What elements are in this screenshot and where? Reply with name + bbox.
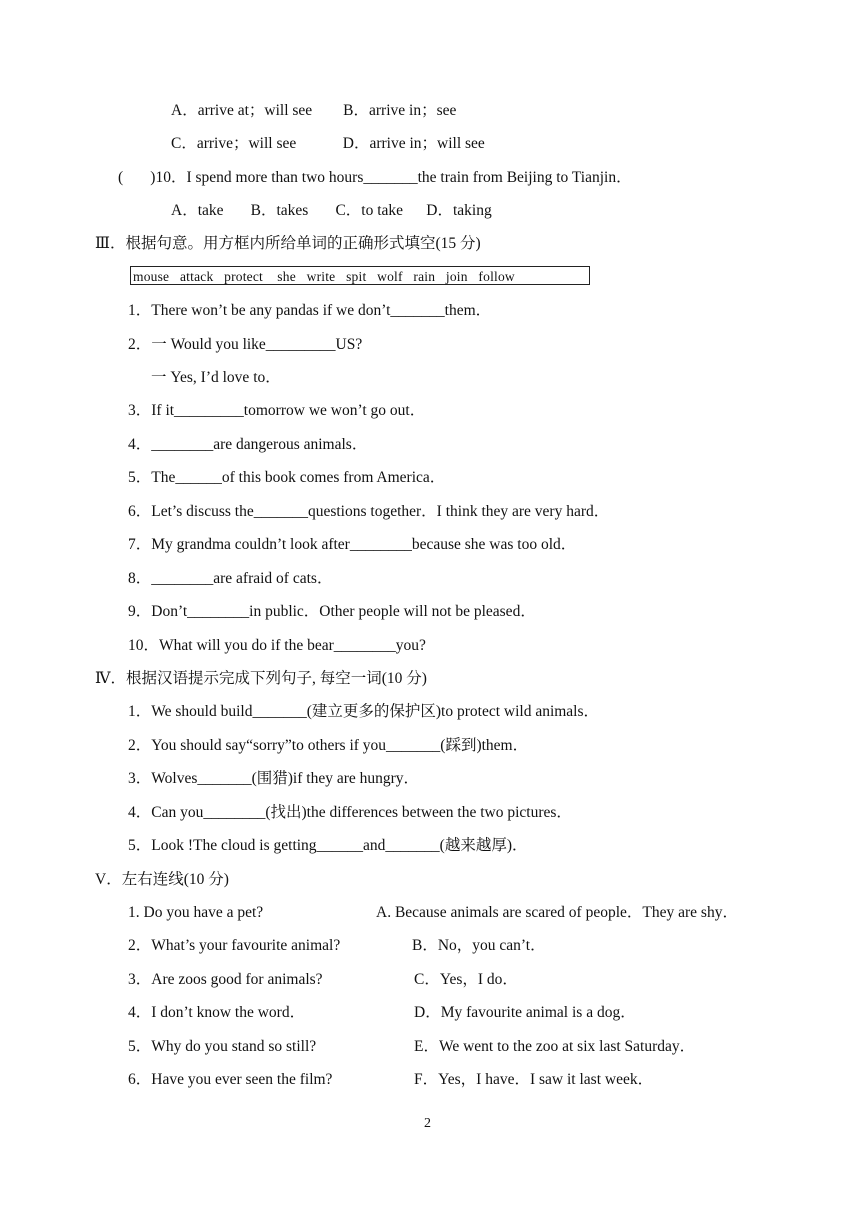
text-line: 8．________are afraid of cats．	[128, 570, 333, 587]
text-line: 3．If it_________tomorrow we won’t go out．	[128, 402, 426, 419]
text-line: 6．Let’s discuss the_______questions together．I think they are very hard．	[128, 503, 610, 520]
text-line: 4．I don’t know the word．	[128, 1004, 306, 1021]
text-line: 9．Don’t________in public．Other people will not be pleased．	[128, 603, 536, 620]
text-line: 一 Yes, I’d love to．	[151, 369, 281, 386]
text-line: Ⅲ．根据句意。用方框内所给单词的正确形式填空(15 分)	[95, 235, 481, 252]
text-line: 5．The______of this book comes from America．	[128, 469, 446, 486]
text-line: V．左右连线(10 分)	[95, 871, 229, 888]
text-line: 1．There won’t be any pandas if we don’t_______them．	[128, 302, 492, 319]
text-line: 5．Look !The cloud is getting______and_______(越来越厚)．	[128, 837, 528, 854]
text-line: 1．We should build_______(建立更多的保护区)to protect wild animals．	[128, 703, 600, 720]
text-line: 2．What’s your favourite animal?	[128, 937, 341, 954]
text-line: A. Because animals are scared of people．They are shy．	[376, 904, 738, 921]
text-line: 4．________are dangerous animals．	[128, 436, 368, 453]
text-line: E．We went to the zoo at six last Saturday．	[414, 1038, 696, 1055]
text-line: 2．You should say“sorry”to others if you_______(踩到)them．	[128, 737, 529, 754]
text-line: F．Yes，I have．I saw it last week．	[414, 1071, 654, 1088]
text-line: 10．What will you do if the bear________you?	[128, 637, 426, 654]
text-line: ( )10．I spend more than two hours_______the train from Beijing to Tianjin．	[118, 169, 632, 186]
text-line: D．My favourite animal is a dog．	[414, 1004, 636, 1021]
text-line: 2．一 Would you like_________US?	[128, 336, 363, 353]
text-line: 4．Can you________(找出)the differences between the two pictures．	[128, 804, 572, 821]
text-line: A．take B．takes C．to take D．taking	[171, 202, 492, 219]
text-line: 3．Wolves_______(围猎)if they are hungry．	[128, 770, 420, 787]
text-line: A．arrive at；will see B．arrive in；see	[171, 102, 457, 119]
text-line: 1. Do you have a pet?	[128, 904, 264, 921]
text-line: 7．My grandma couldn’t look after________because she was too old．	[128, 536, 577, 553]
word-bank-box: mouse attack protect she write spit wolf rain join follow	[130, 266, 590, 285]
page-number: 2	[424, 1116, 431, 1131]
text-line: 6．Have you ever seen the film?	[128, 1071, 333, 1088]
text-line: 5．Why do you stand so still?	[128, 1038, 317, 1055]
text-line: 3．Are zoos good for animals?	[128, 971, 323, 988]
text-line: C．Yes，I do．	[414, 971, 518, 988]
text-line: C．arrive；will see D．arrive in；will see	[171, 135, 485, 152]
text-line: B．No，you can’t．	[412, 937, 546, 954]
text-line: Ⅳ．根据汉语提示完成下列句子, 每空一词(10 分)	[95, 670, 427, 687]
